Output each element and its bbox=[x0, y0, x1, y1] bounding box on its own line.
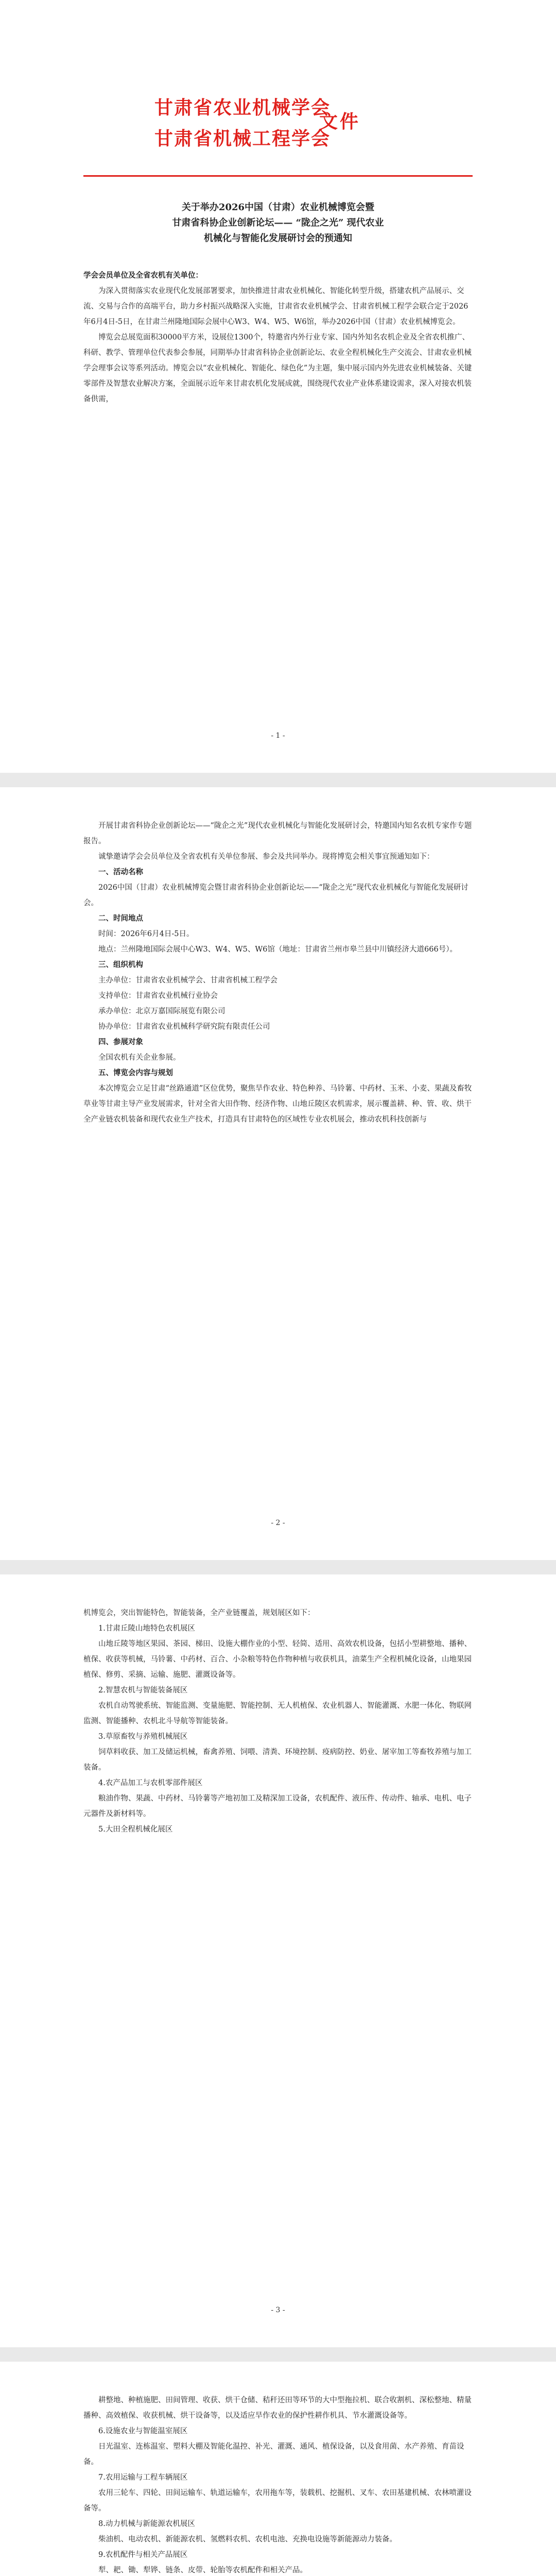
org-name-2: 甘肃省机械工程学会 bbox=[154, 128, 331, 149]
page-4-body bbox=[83, 2393, 473, 2576]
title-line-3: 机械化与智能化发展研讨会的预通知 bbox=[204, 233, 352, 244]
zone-text: 柴油机、电动农机、新能源农机、氢燃料农机、农机电池、充换电设施等新能源动力装备。 bbox=[98, 2535, 397, 2544]
title-line-2: 甘肃省科协企业创新论坛—— “陇企之光” 现代农业 bbox=[172, 217, 384, 228]
paragraph: 为深入贯彻落实农业现代化发展部署要求，加快推进甘肃农业机械化、智能化转型升级，搭建农机产品展示、交流、交易与合作的高端平台，助力乡村振兴战略深入实施，甘肃省农业机械学会、甘肃省机械工程学会联合定于2026年6月4日-5日，在甘肃兰州隆地国际会展中心W3、W4、W5、W6馆，举办2026中国（甘肃）农业机械博览会。 bbox=[83, 287, 468, 326]
org-name-1: 甘肃省农业机械学会 bbox=[154, 97, 331, 118]
zone-text: 日光温室、连栋温室、塑料大棚及智能化温控、补光、灌溉、通风、植保设备，以及食用菌、水产养殖、育苗设备。 bbox=[83, 2443, 464, 2466]
zone-heading: 2.智慧农机与智能装备展区 bbox=[98, 1686, 188, 1694]
section-line: 协办单位：甘肃省农业机械科学研究院有限责任公司 bbox=[98, 1023, 270, 1031]
page-4 bbox=[0, 2362, 556, 2576]
red-rule bbox=[83, 175, 473, 177]
section-heading: 四、参展对象 bbox=[98, 1038, 143, 1046]
page-2-body bbox=[83, 818, 473, 1127]
zone-heading: 1.甘肃丘陵山地特色农机展区 bbox=[98, 1624, 195, 1633]
page-3 bbox=[0, 1574, 556, 2347]
zone-heading: 6.设施农业与智能温室展区 bbox=[98, 2427, 188, 2435]
zone-heading: 3.草原畜牧与养殖机械展区 bbox=[98, 1733, 188, 1741]
section-line: 主办单位：甘肃省农业机械学会、甘肃省机械工程学会 bbox=[98, 976, 277, 985]
page-separator bbox=[0, 1560, 556, 1574]
zone-text: 粮油作物、果蔬、中药材、马铃薯等产地初加工及精深加工设备，农机配件、液压件、传动件、轴承、电机、电子元器件及新材料等。 bbox=[83, 1794, 472, 1818]
page-separator bbox=[0, 773, 556, 787]
page-separator bbox=[0, 2347, 556, 2362]
section-line: 地点：兰州隆地国际会展中心W3、W4、W5、W6馆（地址：甘肃省兰州市皋兰县中川镇经济大道666号）。 bbox=[98, 945, 457, 954]
paragraph: 开展甘肃省科协企业创新论坛——“陇企之光”现代农业机械化与智能化发展研讨会，特邀国内知名农机专家作专题报告。 bbox=[83, 822, 472, 845]
section-line: 2026中国（甘肃）农业机械博览会暨甘肃省科协企业创新论坛——“陇企之光”现代农业机械化与智能化发展研讨会。 bbox=[83, 884, 468, 907]
zone-text: 犁、耙、锄、犁铧、链条、皮带、轮胎等农机配件和相关产品。 bbox=[98, 2566, 307, 2574]
section-heading: 一、活动名称 bbox=[98, 868, 143, 876]
paragraph: 诚挚邀请学会会员单位及全省农机有关单位参展、参会及共同举办。现将博览会相关事宜预通知如下： bbox=[98, 853, 435, 861]
document-header bbox=[154, 93, 463, 155]
page-1 bbox=[0, 0, 556, 773]
zone-text: 农用三轮车、四轮、田间运输车、轨道运输车，农用拖车等，装载机、挖掘机、叉车、农田基建机械、农林喷灌设备等。 bbox=[83, 2489, 472, 2513]
page-3-body bbox=[83, 1605, 473, 1837]
title-line-1: 关于举办2026中国（甘肃）农业机械博览会暨 bbox=[181, 202, 375, 213]
paragraph: 博览会总展览面积30000平方米，设展位1300个，特邀省内外行业专家、国内外知名农机企业及全省农机推广、科研、教学、管理单位代表参会参展，同期举办甘肃省科协企业创新论坛、农业全程机械化生产交流会、甘肃农业机械学会理事会议等系列活动。博览会以“农业机械化、智能化、绿色化”为主题，集中展示国内外先进农业机械装备、关键零部件及智慧农业解决方案，全面展示近年来甘肃农机化发展成就，围绕现代农业产业体系建设需求，深入对接农机装备供需， bbox=[83, 333, 472, 403]
document-label: 文件 bbox=[319, 111, 361, 132]
zone-text: 饲草料收获、加工及储运机械，畜禽养殖、饲喂、清粪、环境控制、疫病防控、奶业、屠宰加工等畜牧养殖与加工装备。 bbox=[83, 1748, 472, 1772]
page-2 bbox=[0, 787, 556, 1560]
addressee: 学会会员单位及全省农机有关单位： bbox=[83, 271, 203, 280]
page-1-body bbox=[83, 268, 473, 407]
zone-heading: 7.农用运输与工程车辆展区 bbox=[98, 2473, 188, 2482]
paragraph: 耕整地、种植施肥、田间管理、收获、烘干仓储、秸秆还田等环节的大中型拖拉机、联合收割机、深松整地、精量播种、高效植保、收获机械、烘干设备等，以及适应旱作农业的保护性耕作机具、节水灌溉设备等。 bbox=[83, 2396, 472, 2420]
section-heading: 五、博览会内容与规划 bbox=[98, 1069, 173, 1077]
section-line: 本次博览会立足甘肃“丝路通道”区位优势，聚焦旱作农业、特色种养、马铃薯、中药材、玉米、小麦、果蔬及畜牧草业等甘肃主导产业发展需求，针对全省大田作物、经济作物、山地丘陵区农机需求，展示覆盖耕、种、管、收、烘干全产业链农机装备和现代农业生产技术，打造具有甘肃特色的区域性专业农机展会，推动农机科技创新与 bbox=[83, 1084, 472, 1124]
zone-text: 农机自动驾驶系统、智能监测、变量施肥、智能控制、无人机植保、农业机器人、智能灌溉、水肥一体化、物联网监测、智能播种、农机北斗导航等智能装备。 bbox=[83, 1702, 472, 1725]
section-heading: 三、组织机构 bbox=[98, 960, 143, 969]
paragraph: 机博览会，突出智能特色，智能装备，全产业链覆盖，规划展区如下： bbox=[83, 1609, 315, 1617]
section-heading: 二、时间地点 bbox=[98, 914, 143, 923]
section-line: 全国农机有关企业参展。 bbox=[98, 1054, 181, 1062]
page-number: - 1 - bbox=[271, 732, 285, 740]
zone-heading: 4.农产品加工与农机零部件展区 bbox=[98, 1779, 203, 1787]
zone-heading: 9.农机配件与相关产品展区 bbox=[98, 2551, 188, 2559]
page-number: - 2 - bbox=[271, 1519, 285, 1527]
section-line: 支持单位：甘肃省农业机械行业协会 bbox=[98, 992, 218, 1000]
document-title bbox=[83, 200, 473, 246]
zone-heading: 8.动力机械与新能源农机展区 bbox=[98, 2520, 195, 2528]
section-line: 时间：2026年6月4日-5日。 bbox=[98, 930, 194, 938]
zone-heading: 5.大田全程机械化展区 bbox=[98, 1825, 173, 1834]
zone-text: 山地丘陵等地区果园、茶园、梯田、设施大棚作业的小型、轻简、适用、高效农机设备，包括小型耕整地、播种、植保、收获等机械，马铃薯、中药材、百合、小杂粮等特色作物种植与收获机具，油菜生产全程机械化设备，山地果园植保、修剪、采摘、运输、施肥、灌溉设备等。 bbox=[83, 1640, 472, 1679]
section-line: 承办单位：北京万嘉国际展览有限公司 bbox=[98, 1007, 225, 1015]
page-number: - 3 - bbox=[271, 2306, 285, 2314]
